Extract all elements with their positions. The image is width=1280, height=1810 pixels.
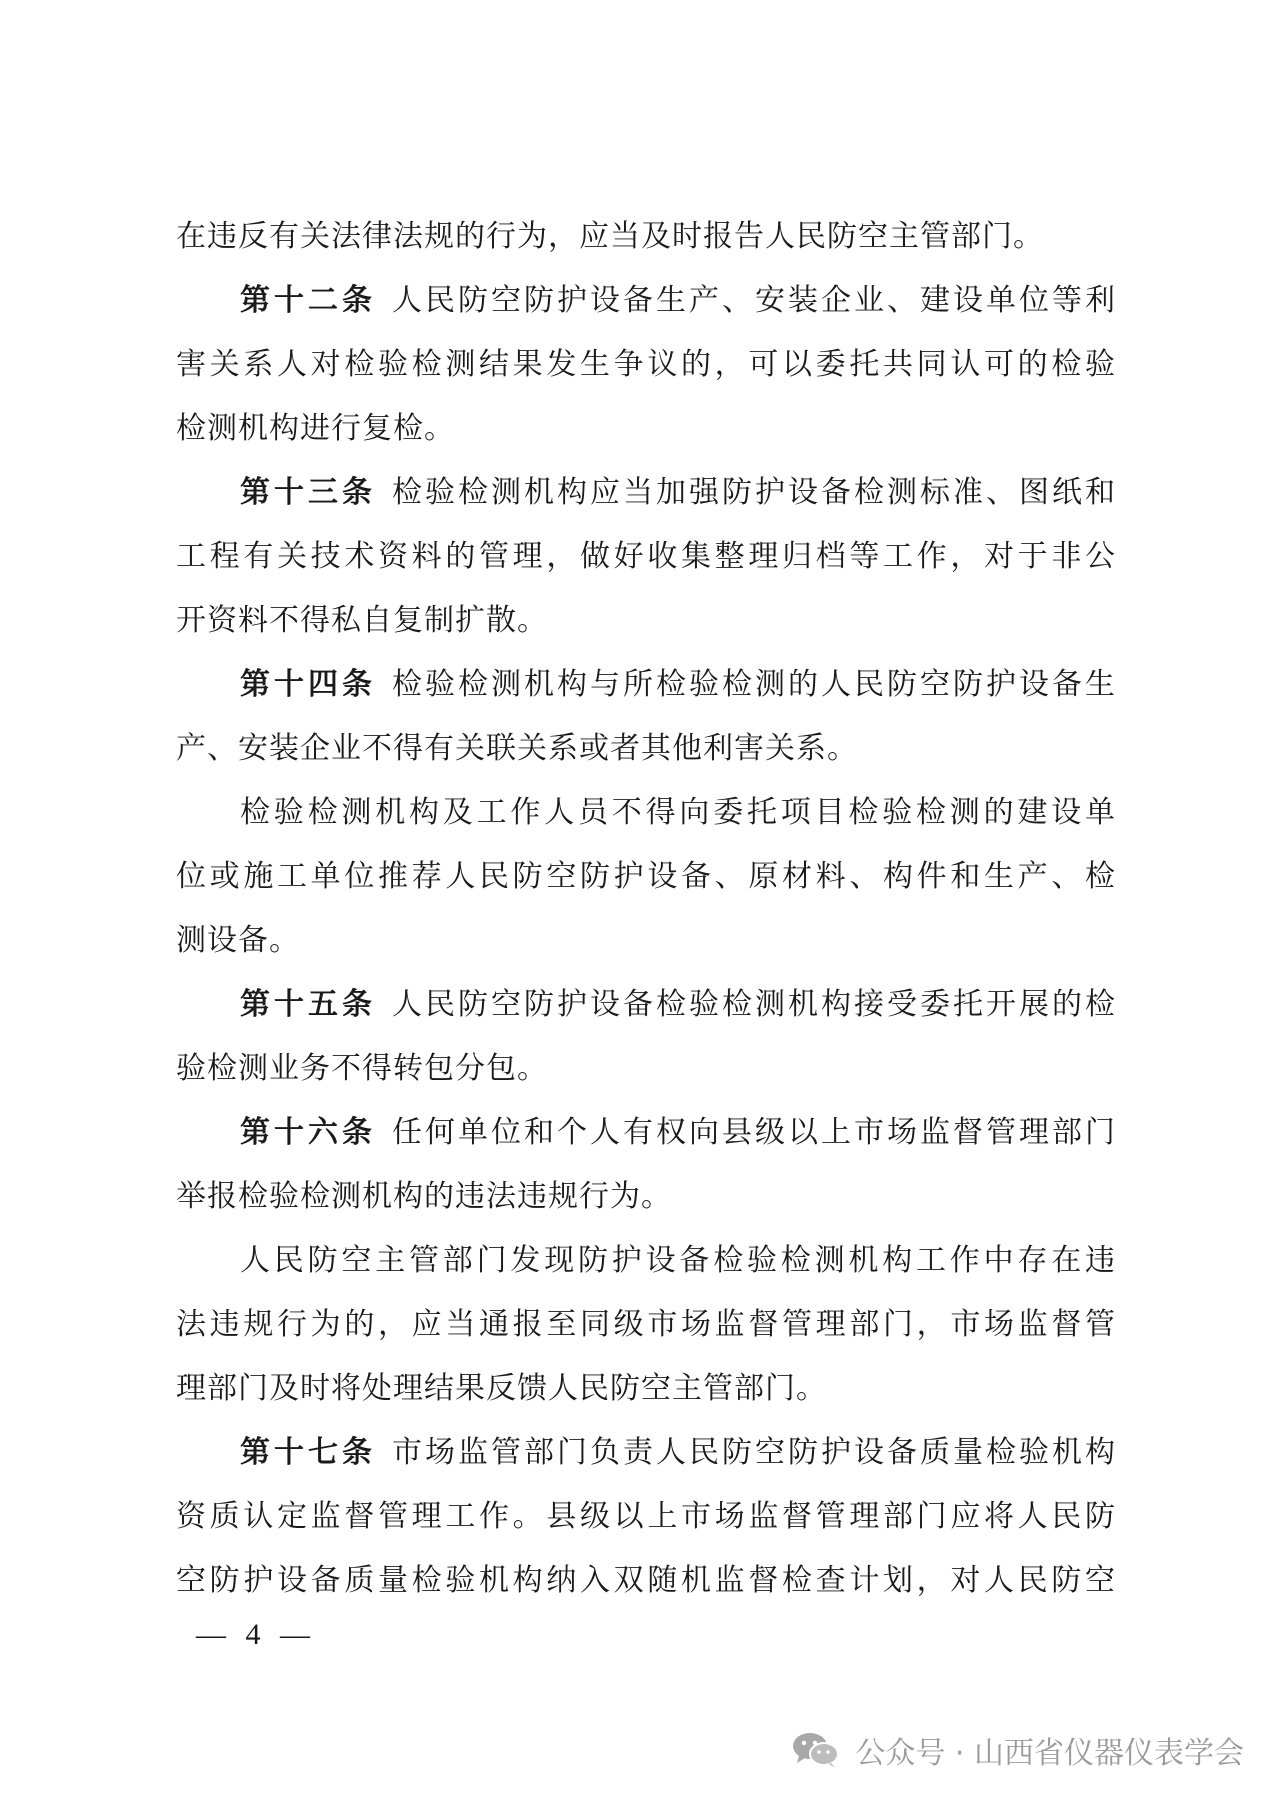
line-text: 市场监管部门负责人民防空防护设备质量检验机构: [392, 1435, 1116, 1470]
line-text: 害关系人对检验检测结果发生争议的，可以委托共同认可的检验: [176, 347, 1116, 382]
line-text: 产、安装企业不得有关联关系或者其他利害关系。: [176, 731, 858, 766]
text-line: [176, 1499, 1116, 1534]
wechat-icon: [791, 1730, 841, 1770]
text-line: [176, 1179, 1116, 1214]
line-text: 位或施工单位推荐人民防空防护设备、原材料、构件和生产、检: [176, 859, 1116, 894]
line-text: 人民防空防护设备生产、安装企业、建设单位等利: [392, 283, 1116, 318]
line-text: 人民防空防护设备检验检测机构接受委托开展的检: [392, 987, 1116, 1022]
line-text: 举报检验检测机构的违法违规行为。: [176, 1179, 672, 1214]
article-number: 第十七条: [240, 1435, 376, 1470]
text-line: [176, 283, 1116, 318]
text-line: [176, 603, 1116, 638]
article-number: 第十三条: [240, 475, 376, 510]
article-number: 第十五条: [240, 987, 376, 1022]
text-line: [176, 859, 1116, 894]
line-text: 在违反有关法律法规的行为，应当及时报告人民防空主管部门。: [176, 219, 1044, 254]
document-body: [176, 219, 1116, 1630]
text-line: [176, 219, 1116, 254]
line-text: 检验检测机构与所检验检测的人民防空防护设备生: [392, 667, 1116, 702]
text-line: [176, 539, 1116, 574]
line-text: 检验检测机构及工作人员不得向委托项目检验检测的建设单: [240, 795, 1116, 830]
text-line: [176, 1051, 1116, 1086]
watermark-text: 公众号 · 山西省仪器仪表学会: [855, 1736, 1244, 1771]
line-text: 资质认定监督管理工作。县级以上市场监督管理部门应将人民防: [176, 1499, 1116, 1534]
text-line: [176, 1371, 1116, 1406]
text-line: [176, 795, 1116, 830]
text-line: [176, 987, 1116, 1022]
line-text: 验检测业务不得转包分包。: [176, 1051, 548, 1086]
watermark: [791, 1730, 1244, 1770]
line-text: 检测机构进行复检。: [176, 411, 455, 446]
line-text: 理部门及时将处理结果反馈人民防空主管部门。: [176, 1371, 827, 1406]
article-number: 第十六条: [240, 1115, 376, 1150]
line-text: 检验检测机构应当加强防护设备检测标准、图纸和: [392, 475, 1116, 510]
text-line: [176, 731, 1116, 766]
line-text: 人民防空主管部门发现防护设备检验检测机构工作中存在违: [240, 1243, 1116, 1278]
text-line: [176, 475, 1116, 510]
line-text: 测设备。: [176, 923, 300, 958]
line-text: 法违规行为的，应当通报至同级市场监督管理部门，市场监督管: [176, 1307, 1116, 1342]
text-line: [176, 1435, 1116, 1470]
text-line: [176, 411, 1116, 446]
line-text: 任何单位和个人有权向县级以上市场监督管理部门: [392, 1115, 1116, 1150]
text-line: [176, 347, 1116, 382]
text-line: [176, 1563, 1116, 1598]
text-line: [176, 1243, 1116, 1278]
line-text: 开资料不得私自复制扩散。: [176, 603, 548, 638]
article-number: 第十四条: [240, 667, 376, 702]
text-line: [176, 1115, 1116, 1150]
text-line: [176, 923, 1116, 958]
line-text: 空防护设备质量检验机构纳入双随机监督检查计划，对人民防空: [176, 1563, 1116, 1598]
article-number: 第十二条: [240, 283, 376, 318]
text-line: [176, 1307, 1116, 1342]
page-number: — 4 —: [196, 1618, 316, 1651]
line-text: 工程有关技术资料的管理，做好收集整理归档等工作，对于非公: [176, 539, 1116, 574]
text-line: [176, 667, 1116, 702]
